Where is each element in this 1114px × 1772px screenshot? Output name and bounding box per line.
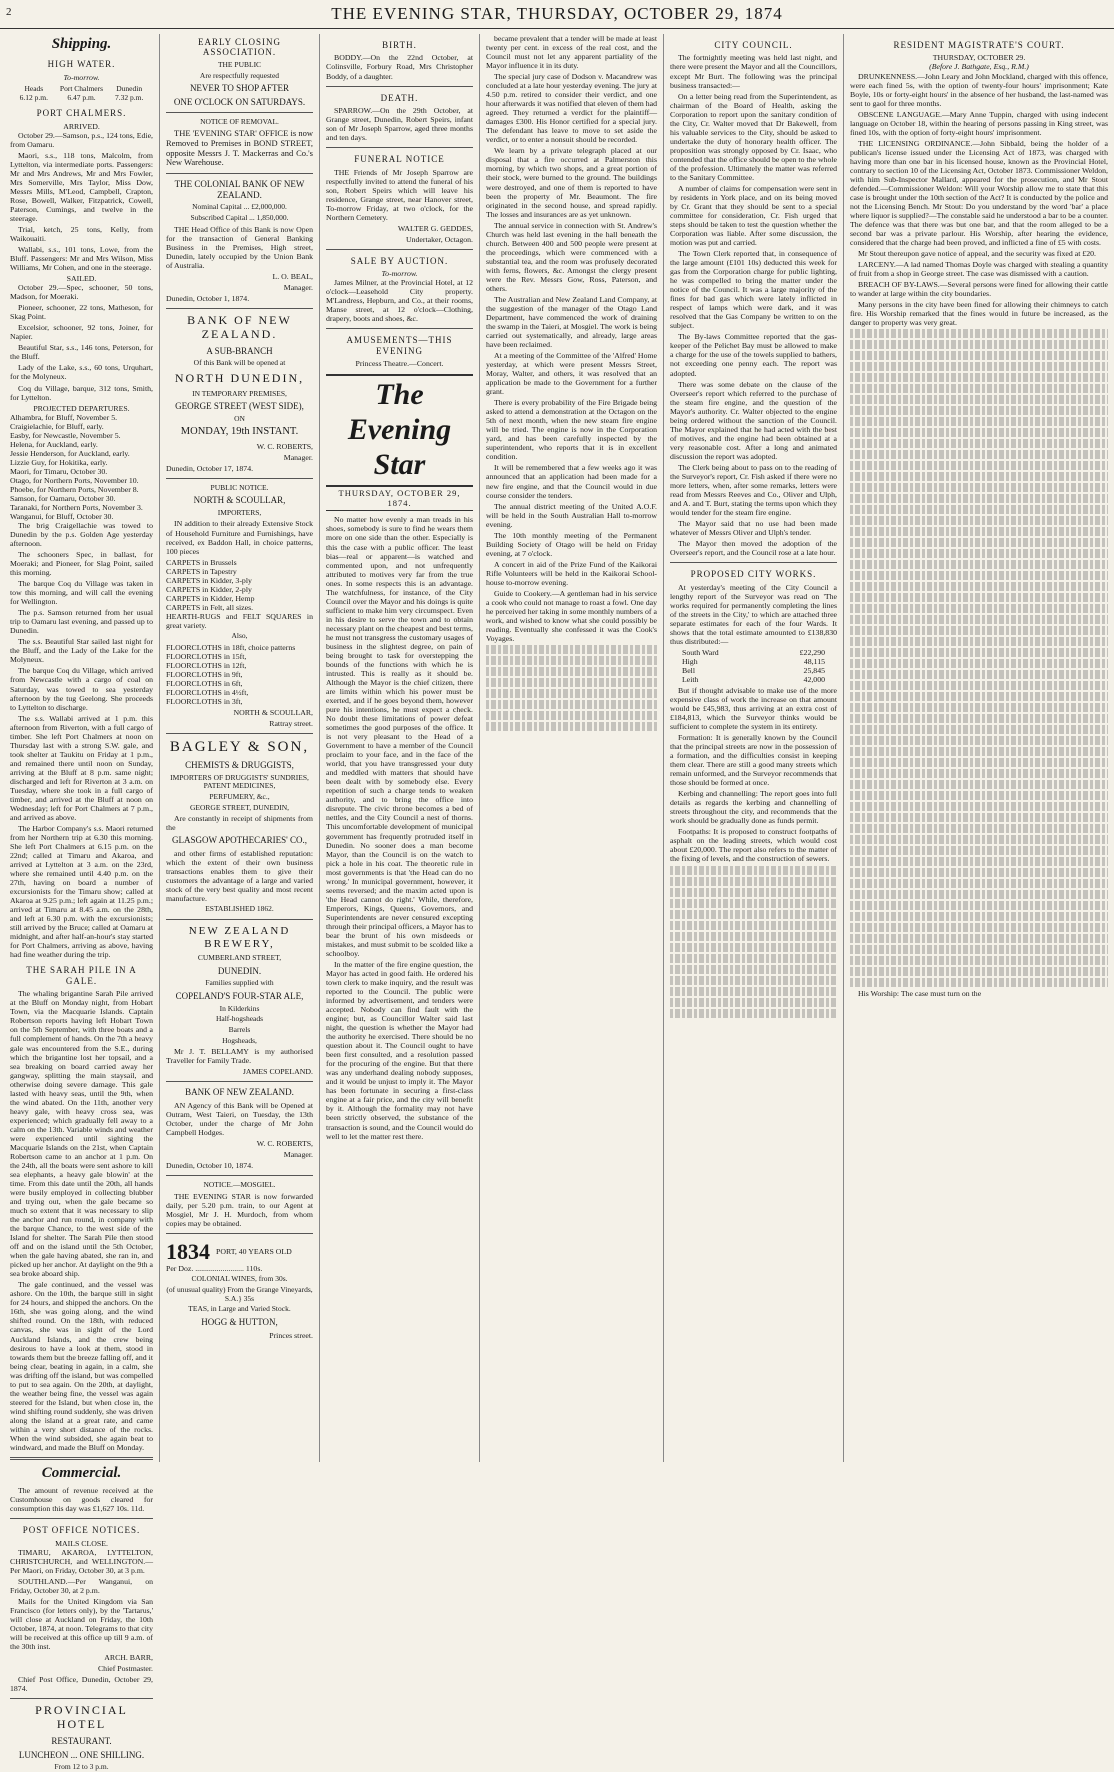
- ward-name: Bell: [682, 665, 695, 675]
- colonial-bank-text: THE Head Office of this Bank is now Open for the transaction of General Banking Business in the Premises, High street, Dunedin, lately occupied by the Union Bank of Australia.: [166, 224, 313, 270]
- colonial-bank-heading: THE COLONIAL BANK OF NEW ZEALAND.: [174, 179, 305, 200]
- divider: [326, 86, 473, 87]
- works-paragraph: Formation: It is generally known by the Council that the principal streets are now in the possession of a formation, and the difficulties consist in keeping them clear. There are still a good many streets which remain unformed, and the Surveyor recommends that those should be formed at once.: [670, 733, 837, 788]
- court-paragraph: DRUNKENNESS.—John Leary and John Mockland, charged with this offence, were each fined 5s, with the option of twenty-four hours' imprisonment; Kate Boyle, 10s or forty-eight hours' in the absence of her husband, the last-named was sent to gaol for three months.: [850, 71, 1108, 108]
- tide-header: Dunedin: [116, 83, 143, 93]
- birth-notice: BODDY.—On the 22nd October, at Colinsville, Forbury Road, Mrs Christopher Boddy, of a daughter.: [326, 53, 473, 81]
- ns-address: Rattray street.: [269, 718, 313, 728]
- port-ad: [166, 1239, 313, 1265]
- carpet-item: CARPETS in Kidder, Hemp: [166, 593, 255, 603]
- departure-item: Helena, for Auckland, early.: [10, 439, 98, 449]
- port-price: Per Doz. ......................... 110s.: [166, 1264, 263, 1274]
- departure-item: Jessie Henderson, for Auckland, early.: [10, 448, 130, 458]
- departure-item: Wanganui, for Bluff, October 30.: [10, 511, 114, 521]
- works-paragraph: At yesterday's meeting of the City Council a lengthy report of the Surveyor was read on 'The works required for permanently completing the lines of the streets in the City,' to which are attached three separate estimates for each of the four Wards. It shows that the total estimate amounted to £138,830 thus distributed:—: [670, 582, 837, 646]
- section-heading-shipping: Shipping.: [51, 36, 112, 52]
- teas: TEAS, in Large and Varied Stock.: [188, 1304, 291, 1314]
- opened-at: Of this Bank will be opened at: [193, 358, 286, 367]
- barrels: Barrels: [228, 1024, 251, 1034]
- bagley-chemists: CHEMISTS & DRUGGISTS,: [185, 760, 294, 771]
- auction-text: James Milner, at the Provincial Hotel, at 12 o'clock—Leasehold City property. M'Landress, Hepburn, and Co., at their rooms, Manse street, at 12 o'clock—Clothing, drapery, boots and shoes, &c.: [326, 278, 473, 324]
- sailed-item: Beautiful Star, s.s., 146 tons, Peterson, for the Bluff.: [10, 343, 153, 362]
- hogg-address: Princes street.: [269, 1330, 313, 1340]
- kilderkins: In Kilderkins: [219, 1003, 260, 1013]
- divider: [670, 562, 837, 563]
- column-editorial: [320, 34, 480, 1462]
- divider: [166, 308, 313, 309]
- ward-row: [682, 675, 825, 684]
- text-filler: [670, 866, 837, 1018]
- heading-mails-close: MAILS CLOSE.: [55, 1538, 108, 1548]
- established: ESTABLISHED 1862.: [205, 904, 274, 914]
- monday-label: MONDAY, 19th INSTANT.: [180, 426, 299, 438]
- council-paragraph: The By-laws Committee reported that the gas-keeper of the Pelichet Bay must be allowed to make a charge for the use of the towels supplied to bathers, not exceeding one penny each. The report was adopted.: [670, 332, 837, 378]
- council-paragraph: The Clerk being about to pass on to the reading of the Surveyor's report, Cr. Fish asked if there were no more letters, when, after some remarks, letters were read from Messrs Reeves and Co., Oliver and Ulph, and A. and T. Burt, stating the terms upon which they would tender for the steam fire engine.: [670, 462, 837, 517]
- shipping-news: The s.s. Wallabi arrived at 1 p.m. this afternoon from Riverton, with a full cargo of timber. She left Port Chalmers at noon on Thursday last with a strong S.W. gale, and took shelter at Taukitu on Friday at 1 p.m., and remained there until noon on Sunday, arriving at the Bluff at 8 p.m. same night; discharged and left for Riverton at 3 a.m. on Tuesday, where she took in a full cargo of timber, and arrived at the Bluff at noon on Wednesday; left for Port Chalmers at 7 p.m., and arrived as above.: [10, 713, 153, 822]
- carpet-item: CARPETS in Felt, all sizes.: [166, 602, 254, 612]
- commercial-text: The amount of revenue received at the Customhouse on goods cleared for consumption this day was £1,627 10s. 11d.: [10, 1486, 153, 1514]
- text-filler: [850, 329, 1108, 987]
- carpet-item: CARPETS in Kidder, 3-ply: [166, 575, 252, 585]
- hogg-hutton: HOGG & HUTTON,: [201, 1317, 278, 1328]
- ward-amount: 25,845: [803, 665, 825, 675]
- council-paragraph: The Town Clerk reported that, in consequence of the large amount (£101 10s) deducted this week for gas from the Corporation charge for public lighting, he was compelled to bring the matter under the notice of the Council. It was a large majority of the fines for bad gas which were lately inflicted in respect of lamps which were dark, and it was resolved that the Gas Company be written to on the subject.: [670, 249, 837, 331]
- cumberland-street: CUMBERLAND STREET,: [197, 953, 282, 963]
- court-paragraph: THE LICENSING ORDINANCE.—John Sibbald, being the holder of a publican's license issued under the Licensing Act of 1873, was charged with having more than one bar in his licensed house, known as the Provincial Hotel, contrary to section 10 of the Licensing Act, October 1873. Commissioner Weldon, with him Sub-Inspector Mallard, appeared for the prosecution, and Mr Stout defended.—Commissioner Weldon: Will your Worship allow me to state that this case is brought under the 10th section of the Act? It is conducted by the police and not the Licensing Bench. Mr Stout: Do you understand by the word 'bar' a place where liquor is supplied?—The constable said he understood a bar to be a counter. The defence was that there was but one bar, and that the room alleged to be a second bar was a private parlour. His Worship, after hearing the evidence, considered that the charge had been proved, and inflicted a fine of £5 with costs.: [850, 138, 1108, 248]
- carpet-item: HEARTH-RUGS and FELT SQUARES in great variety.: [166, 611, 313, 630]
- importers: IMPORTERS,: [217, 507, 262, 517]
- masthead: [0, 4, 1114, 29]
- gale-paragraph: The gale continued, and the vessel was ashore. On the 10th, the barque still in sight for 24 hours, and shipped the anchors. On the 16th, she was going along, and the wind shifted round. On the 18th, with reduced canvas, she was in sight of the Lord Auckland Islands, and the crew being desirous to have a look at them, stood in towards them but the breeze falling off, and it being clear, beating in again, in a calm, she was drifting off the island, but was compelled to put to sea again. On the 20th, at daylight, the weather being fine, the vessel was again steered for the Island, but when close in, the wind shifting round suddenly, she was driven along the island at a great rate, and came within a very short distance of the rocks. When the wind subsided, she again beat to windward, and made the Bluff on Monday.: [10, 1280, 153, 1452]
- port-year: 1834: [166, 1238, 210, 1264]
- ns-text: IN addition to their already Extensive Stock of Household Furniture and Furnishings, have received, ex Baddon Hall, in choice patterns, 100 pieces: [166, 519, 313, 556]
- court-paragraph: BREACH OF BY-LAWS.—Several persons were fined for allowing their cattle to wander at large within the city boundaries.: [850, 280, 1108, 299]
- departure-item: Alhambra, for Bluff, November 5.: [10, 412, 118, 422]
- sailed-item: Coq du Village, barque, 312 tons, Smith, for Lyttelton.: [10, 383, 153, 402]
- arrival-item: Maori, s.s., 118 tons, Malcolm, from Lyttelton, via intermediate ports. Passengers: Mr and Mrs Andrews, Mr and Mrs Fowler, Mrs Somerville, Mrs Taylor, Miss Dow, Messrs Mills, M'Leod, Campbell, Crapton, Rose, Bowell, Walker, Fitzpatrick, Cowell, Paterson, Cumings, and twelve in the steerage.: [10, 150, 153, 223]
- works-paragraph: Footpaths: It is proposed to construct footpaths of asphalt on the leading streets, which would cost about £20,000. The report also refers to the matter of the fixing of levels, and the construction of sewers.: [670, 827, 837, 864]
- post-item: TIMARU, AKAROA, LYTTELTON, CHRISTCHURCH, and WELLINGTON.—Per Maori, on Friday, October 30, at 3 p.m.: [10, 1547, 153, 1575]
- glasgow: GLASGOW APOTHECARIES' CO.,: [172, 835, 307, 846]
- removal-text: THE 'EVENING STAR' OFFICE is now Removed to Premises in BOND STREET, opposite Messrs J. T. Mackerras and Co.'s New Warehouse.: [166, 127, 313, 168]
- shipping-news: The barque Coq du Village, which arrived from Newcastle with a cargo of coal on Saturday, was towed to sea yesterday afternoon by the tug Geelong. She proceeds to Lyttelton to discharge.: [10, 666, 153, 712]
- ward-amount: 42,000: [803, 674, 825, 684]
- bagley-address: GEORGE STREET, DUNEDIN,: [189, 802, 290, 812]
- roberts-name: W. C. ROBERTS,: [256, 441, 313, 451]
- auction-tomorrow: To-morrow.: [381, 269, 418, 279]
- james-copeland: JAMES COPELAND.: [242, 1067, 313, 1077]
- heading-sarah-pile: THE SARAH PILE IN A GALE.: [26, 965, 137, 986]
- council-paragraph: On a letter being read from the Superintendent, as chairman of the Board of Health, asking the Corporation to report upon the sanitary condition of the City, Cr. Walter moved that Dr Bakewell, from his valuable services to the City, should be asked to undertake the duty of honorary health officer. The proposition was strongly opposed by Cr. Isaac, who contended that the office should be open to the whole of the profession. Ultimately the matter was referred to the Sanitary Committee.: [670, 91, 837, 182]
- bnz-date: Dunedin, October 17, 1874.: [166, 463, 254, 473]
- luncheon-label: LUNCHEON ... ONE SHILLING.: [18, 1749, 145, 1760]
- paper-title: The Evening Star: [326, 374, 473, 486]
- departure-item: Samson, for Oamaru, October 30.: [10, 493, 116, 503]
- divider: [166, 733, 313, 734]
- news-paragraph: The 10th monthly meeting of the Permanent Building Society of Otago will be held on Friday evening, at 7 o'clock.: [486, 530, 657, 558]
- floorcloth-item: FLOORCLOTHS in 9ft,: [166, 669, 243, 679]
- tide-time: 6.47 p.m.: [67, 92, 96, 102]
- ward-name: Leith: [682, 674, 699, 684]
- heading-proposed-works: PROPOSED CITY WORKS.: [690, 569, 817, 580]
- departure-item: Otago, for Northern Ports, November 10.: [10, 475, 139, 485]
- shipping-news: The p.s. Samson returned from her usual trip to Oamaru last evening, and passed up to Dunedin.: [10, 608, 153, 636]
- court-paragraph: OBSCENE LANGUAGE.—Mary Anne Tuppin, charged with using indecent language on October 18, within the hearing of persons passing in King street, was fined 10s, with the option of forty-eight hours' imprisonment.: [850, 109, 1108, 137]
- ward-amount: 48,115: [803, 656, 825, 666]
- court-paragraph: His Worship: The case must turn on the: [858, 989, 982, 999]
- column-shipping: [4, 34, 160, 1772]
- editorial-paragraph: In the matter of the fire engine question, the Mayor has acted in good faith. He ordered his town clerk to make inquiry, and the result was reported to the Council. The public were informed by advertisement, and tenders were accepted. Nobody can find fault with the engine; but, as Councillor Walter said last night, the question is whether the Mayor had the authority he exercised. There should be no question about it. The Council ought to have been first consulted, and a resolution passed for the procuring of the engine. But that there was any underhand dealing nobody supposes, and it would be unjust to imply it. The Mayor has been fortunate in securing a first-class engine at a fair price, and the city will benefit by it. Although the formality may not have been strictly observed, the substance of the transaction is sound, and the Council would do well to let the matter rest there.: [326, 959, 473, 1141]
- tomorrow-label: To-morrow.: [63, 72, 100, 82]
- departure-item: Phoebe, for Northern Ports, November 8.: [10, 484, 139, 494]
- divider: [326, 328, 473, 329]
- temp-premises: IN TEMPORARY PREMISES,: [192, 388, 287, 398]
- court-before: (Before J. Bathgate, Esq., R.M.): [929, 62, 1029, 72]
- shipping-news: The barque Coq du Village was taken in tow this morning, and will call the evening for Wellington.: [10, 579, 153, 607]
- news-paragraph: There is every probability of the Fire Brigade being asked to attend a demonstration at the Octagon on the 5th of next month, when the new steam fire engine will be tried. The engine is now in the Corporation yard, and has been carefully inspected by the superintendent, who reports that it is in excellent condition.: [486, 398, 657, 462]
- heading-post-office: POST OFFICE NOTICES.: [22, 1525, 141, 1536]
- mosgiel-heading: NOTICE.—MOSGIEL.: [203, 1180, 276, 1190]
- floorcloth-item: FLOORCLOTHS in 3ft,: [166, 696, 243, 706]
- tide-time: 6.12 p.m.: [19, 92, 48, 102]
- court-paragraph: Mr Stout thereupon gave notice of appeal, and the security was fixed at £20.: [858, 249, 1096, 259]
- bagley-heading: BAGLEY & SON,: [169, 738, 310, 755]
- roberts2-title: Manager.: [283, 1149, 313, 1159]
- hogsheads: Hogsheads,: [222, 1035, 257, 1045]
- bnz-heading: BANK OF NEW ZEALAND.: [187, 312, 292, 341]
- heading-arrived: ARRIVED.: [63, 121, 100, 131]
- page-number: 2: [6, 6, 13, 18]
- news-paragraph: It will be remembered that a few weeks ago it was announced that an application had been made for a new fire engine, and that the Council would in due course consider the tenders.: [486, 463, 657, 500]
- bagley-text: Are constantly in receipt of shipments from the: [166, 814, 313, 833]
- sailed-item: Lady of the Lake, s.s., 60 tons, Urquhart, for the Molyneux.: [10, 363, 153, 382]
- heading-funeral: FUNERAL NOTICE: [354, 154, 445, 165]
- departure-item: Craigielachie, for Bluff, early.: [10, 421, 104, 431]
- tide-table: [10, 85, 153, 102]
- colonial-bank-date: Dunedin, October 1, 1874.: [166, 293, 250, 303]
- tide-time: 7.32 p.m.: [114, 92, 144, 102]
- divider: [326, 249, 473, 250]
- column-magistrates-court: [844, 34, 1114, 1462]
- masthead-title: THE EVENING STAR, THURSDAY, OCTOBER 29, 1874: [331, 4, 783, 23]
- port-text: PORT, 40 YEARS OLD: [216, 1247, 292, 1257]
- divider: [166, 919, 313, 920]
- shipping-news: The schooners Spec, in ballast, for Moeraki; and Pioneer, for Slag Point, sailed this morning.: [10, 550, 153, 578]
- sailed-item: Excelsior, schooner, 92 tons, Joiner, for Napier.: [10, 323, 153, 342]
- agency-text: AN Agency of this Bank will be Opened at Outram, West Taieri, on Tuesday, the 13th October, under the charge of Mr John Campbell Hodges.: [166, 1100, 313, 1137]
- sailed-item: Pioneer, schooner, 22 tons, Matheson, for Skag Point.: [10, 303, 153, 322]
- early-requested: Are respectfully requested: [199, 70, 280, 80]
- news-paragraph: At a meeting of the Committee of the 'Alfred' Home yesterday, at which were present Messrs Street, Moray, Walter, and others, it was resolved that an application be made to the Government for a further grant.: [486, 351, 657, 397]
- copeland-ale: COPELAND'S FOUR-STAR ALE,: [175, 991, 304, 1002]
- arrival-item: Wallabi, s.s., 101 tons, Lowe, from the Bluff. Passengers: Mr and Mrs Wilson, Miss Williams, Mr Cohen, and one in the steerage.: [10, 245, 153, 273]
- divider: [166, 1081, 313, 1082]
- council-paragraph: The Mayor said that no use had been made whatever of Messrs Oliver and Ulph's tender.: [670, 519, 837, 538]
- news-paragraph: became prevalent that a tender will be made at least twenty per cent. in excess of the real cost, and the Council must not let any apparent partiality of the Mayor influence it in its duty.: [486, 34, 657, 71]
- departure-item: Maori, for Timaru, October 30.: [10, 466, 108, 476]
- beal-title: Manager.: [283, 282, 313, 292]
- floorcloth-item: FLOORCLOTHS in 18ft, choice patterns: [166, 642, 296, 652]
- heading-sailed: SAILED.: [66, 274, 97, 284]
- news-paragraph: We learn by a private telegraph placed at our disposal that a fire occurred at Palmerston this morning, by which two shops, and a great portion of their stock, were burned to the ground. The buildings were destroyed, and one of them is reported to have been the property of Mr. Beaumont. The fire originated in the second house, and spread rapidly. The losses and insurances are as yet unknown.: [486, 146, 657, 219]
- brewery-dunedin: DUNEDIN.: [217, 965, 262, 976]
- heading-death: DEATH.: [380, 92, 419, 103]
- floorcloth-item: FLOORCLOTHS in 6ft,: [166, 678, 243, 688]
- news-paragraph: The annual service in connection with St. Andrew's Church was held last evening in the hall beneath the church. Between 400 and 500 people were present at the proceedings, which were commenced with a substantial tea, and the room was profusely decorated with ferns, flowers, &c. Amongst the clergy present were the Rev. Messrs Gow, Ross, Paterson, and others.: [486, 220, 657, 293]
- arrival-item: October 29.—Samson, p.s., 124 tons, Edie, from Oamaru.: [10, 130, 153, 149]
- ward-row: [682, 666, 825, 675]
- bagley-text2: and other firms of established reputation: which the extent of their own business transactions enables them to give their customers the advantage of a large and varied stock of the very best quality and most recent manufacture.: [166, 848, 313, 904]
- departure-item: Easby, for Newcastle, November 5.: [10, 430, 121, 440]
- death-notice: SPARROW.—On the 29th October, at Grange street, Dunedin, Robert Speirs, infant son of Mr Joseph Sparrow, aged three months and ten days.: [326, 105, 473, 143]
- tide-header: Port Chalmers: [59, 83, 104, 93]
- george-street: GEORGE STREET (WEST SIDE),: [175, 401, 304, 412]
- subscribed-capital: Subscribed Capital ... 1,850,000.: [190, 212, 289, 222]
- heading-city-council: CITY COUNCIL.: [714, 40, 793, 50]
- council-paragraph: There was some debate on the clause of the Overseer's report which referred to the purchase of the steam fire engine, and the question of the Mayor's authority. Cr. Walter objected to the engine being ordered without the sanction of the Council. The Mayor explained that he had acted with the best of motives, and the engine had been obtained at a very reasonable cost. After a long and animated discussion the report was adopted.: [670, 379, 837, 461]
- early-public: THE PUBLIC: [217, 59, 262, 69]
- bnz2-heading: BANK OF NEW ZEALAND.: [185, 1087, 294, 1098]
- heading-port-chalmers: PORT CHALMERS.: [36, 108, 127, 119]
- heading-projected: PROJECTED DEPARTURES.: [33, 403, 130, 413]
- on-label: ON: [234, 413, 245, 423]
- north-dunedin: NORTH DUNEDIN,: [174, 370, 305, 385]
- divider: [166, 478, 313, 479]
- departure-item: Lizzie Guy, for Hokitika, early.: [10, 457, 108, 467]
- half-hogsheads: Half-hogsheads: [215, 1014, 264, 1024]
- news-paragraph: The Australian and New Zealand Land Company, at the suggestion of the manager of the Otago Land Department, have commenced the work of draining the swamp in the Taieri, at Mosgiel. The work is being carried out systematically, and already, large areas have been reclaimed.: [486, 294, 657, 350]
- sub-branch: A SUB-BRANCH: [206, 345, 273, 356]
- post-date: Chief Post Office, Dunedin, October 29, 1874.: [10, 1675, 153, 1694]
- undertaker-address: Undertaker, Octagon.: [405, 234, 473, 244]
- court-paragraph: Many persons in the city have been fined for allowing their chimneys to catch fire. His Worship remarked that the fines would in future be increased, as the danger to property was very great.: [850, 300, 1108, 328]
- carpet-item: CARPETS in Brussels: [166, 557, 237, 567]
- column-local-news: [480, 34, 664, 1462]
- council-paragraph: The Mayor then moved the adoption of the Overseer's report, and the Council rose at a late hour.: [670, 539, 837, 558]
- floorcloth-item: FLOORCLOTHS in 4½ft,: [166, 687, 249, 697]
- funeral-notice: THE Friends of Mr Joseph Sparrow are respectfully invited to attend the funeral of his son, Robert Speirs which will leave his residence, Grange street, near Hanover street, To-morrow Friday, at two o'clock, for the Northern Cemetery.: [326, 167, 473, 222]
- mosgiel-text: THE EVENING STAR is now forwarded daily, per 5.20 p.m. train, to our Agent at Mosgiel, Mr J. H. Murdoch, from whom copies may be obtained.: [166, 1191, 313, 1228]
- bellamy-text: Mr J. T. BELLAMY is my authorised Traveller for Family Trade.: [166, 1047, 313, 1066]
- undertaker-name: WALTER G. GEDDES,: [397, 223, 473, 233]
- shipping-news: The Harbor Company's s.s. Maori returned from her Northern trip at 6.30 this morning. She left Port Chalmers at 6.15 p.m. on the 22nd; called at Timaru and Akaroa, and arrived at Lyttelton at 3 a.m. on the 23rd, where she remained until 4.40 p.m. on the 27th, having on board a number of excursionists for the Timaru show; called at Akaroa at 9.25 p.m.; left again at 11.25 p.m.; arrived at Timaru at 8.45 a.m. on the 28th, and left at 6.30 p.m. with the excursionists; still arrived by the Bruce; called at Oamaru at midnight, and after half-an-hour's stay started for Port Chalmers, arriving as above, having had fine weather during the trip.: [10, 823, 153, 960]
- bagley-importers: IMPORTERS OF DRUGGISTS' SUNDRIES, PATENT MEDICINES,: [170, 772, 309, 791]
- editorial-paragraph: No matter how evenly a man treads in his shoes, somebody is sure to find he wears them more on one side than the other. Especially is this the case with a public officer. The least bias—real or apparent—is watched and commented upon, and not unfrequently attributed to motives very far from the true ones. In some respects this is an advantage. The watchfulness, for instance, of the City Council over the Mayor and his doings is quite sufficient to make him very circumspect. Even in his desire to serve the town and to obtain necessary plant on the cheapest and best terms, he must not transgress the customary usages of business in the slightest degree, on pain of being brought to task for overstepping the bounds of the functions with which he is intrusted. This is really as it should be. Although the Mayor is the chief citizen, there are limits within which his power must be exerted, and if he goes beyond them, however pure his intentions, he must expect a check. No doubt these limitations of power defeat sometimes the good purposes of the office. It is not very pleasant to the Head of a Government to have a member of the Council proclaim to your face, and in the face of the world, that you have transgressed your duty and meddled with matters that should have been dealt with by somebody else. Every repetition of such a charge tends to weaken authority, and to bring the office into disrepute. The civic throne becomes a bed of nettles, and the City Council a nest of thorns. This uncomfortable development of municipal government has frequently protruded itself in Dunedin. No sooner does a man become Mayor, than the Council is on the watch to pick a hole in his coat. The theoretic rule in most governments is that 'the Head can do no wrong.' In municipal government, however, it seems reversed; and the maxim acted upon is 'the Head cannot do right.' While, therefore, Emperors, Kings, Queens, Governors, and Superintendents are never censured excepting through their principal officers, a Mayor has to bear the brunt of his own misdeeds or mistakes, and must submit to be scolded like a schoolboy.: [326, 515, 473, 958]
- news-paragraph: The special jury case of Dodson v. Macandrew was concluded at a late hour yesterday evening. The jury at 4.50 p.m. retired to consider their verdict, and one hour afterwards it was notified that eleven of them had agreed. They returned a verdict for the plaintiff—damages £300. His Honor certified for a special jury. The defendant has leave to move to set aside the verdict, or to enter a nonsuit should be recorded.: [486, 72, 657, 145]
- early-one: ONE O'CLOCK ON SATURDAYS.: [173, 96, 306, 107]
- heading-amusements: AMUSEMENTS—THIS EVENING: [346, 335, 453, 356]
- luncheon-hours: From 12 to 3 p.m.: [54, 1762, 109, 1772]
- ward-name: South Ward: [682, 647, 719, 657]
- divider: [10, 1518, 153, 1519]
- departure-item: Taranaki, for Northern Ports, November 3.: [10, 502, 143, 512]
- gale-paragraph: The whaling brigantine Sarah Pile arrived at the Bluff on Monday night, from Hobart Town, via the Macquarie Islands. Captain Robertson reports having left Hobart Town on the 5th September, with three boats and a full complement of hands. On the 7th a heavy gale was encountered from the S.E., during which the brigantine lost her topsail, and a sea breaking on board carried away her gangway, splitting the main staysail, and otherwise doing severe damage. This gale lasted with heavy seas, until the 9th, when the wind abated. On the 11th, another very heavy gale, with heavy cross sea, was experienced; which gradually fell away to a calm on the 13th. Variable winds and weather were experienced until sighting the Macquarie Islands on the 21st, when Captain Robertson came to an anchor at 1 p.m. On the 24th, all the boats were sent ashore to kill sea elephants, a heavy gale blowin' at the time. From this date until the 20th, all hands were busily employed in collecting blubber and trying out, when the gale became so much so extent that it was necessary to slip the anchor and run round, in company with the barque Chance, to the west side of the Island for shelter. The Sarah Pile then stood off and on the island until the 5th October, when the gale having abated, she ran in, and picked up her anchor. At daylight on the 9th a sea broke aboard ship.: [10, 989, 153, 1279]
- colonial-wines: COLONIAL WINES, from 30s.: [191, 1274, 288, 1284]
- column-city-council: [664, 34, 844, 1462]
- news-paragraph: The annual district meeting of the United A.O.F. will be held in the South Australian Hall to-morrow evening.: [486, 501, 657, 529]
- works-paragraph: Kerbing and channelling: The report goes into full details as regards the kerbing and channelling of streets throughout the city, and recommends that the work should be gradually done as funds permit.: [670, 789, 837, 826]
- tide-header: Heads: [24, 83, 44, 93]
- postmaster-name: ARCH. BARR,: [104, 1653, 153, 1663]
- hotel-name: PROVINCIAL HOTEL: [35, 1703, 128, 1732]
- roberts-title: Manager.: [283, 452, 313, 462]
- court-date: THURSDAY, OCTOBER 29.: [932, 53, 1026, 63]
- carpet-item: CARPETS in Tapestry: [166, 566, 237, 576]
- divider: [326, 147, 473, 148]
- ns-signature: NORTH & SCOULLAR,: [233, 707, 313, 717]
- divider: [10, 1457, 153, 1460]
- ward-table: [682, 648, 825, 684]
- paper-date: THURSDAY, OCTOBER 29, 1874.: [326, 489, 473, 512]
- ward-row: [682, 648, 825, 657]
- heading-auction: SALE BY AUCTION.: [350, 255, 449, 266]
- agency-date: Dunedin, October 10, 1874.: [166, 1161, 254, 1170]
- north-scoullar: NORTH & SCOULLAR,: [193, 495, 286, 506]
- divider: [10, 1698, 153, 1699]
- early-never: NEVER TO SHOP AFTER: [189, 83, 290, 94]
- roberts2-name: W. C. ROBERTS,: [256, 1138, 313, 1148]
- section-heading-commercial: Commercial.: [41, 1464, 122, 1481]
- sailed-item: October 29.—Spec, schooner, 50 tons, Madson, for Moeraki.: [10, 283, 153, 302]
- amusement-item: Princess Theatre.—Concert.: [355, 359, 444, 369]
- court-paragraph: LARCENY.—A lad named Thomas Doyle was charged with stealing a quantity of fruit from a shop in George street. The case was dismissed with a caution.: [850, 260, 1108, 279]
- floorcloth-item: FLOORCLOTHS in 15ft,: [166, 651, 247, 661]
- works-paragraph: But if thought advisable to make use of the more expensive class of work the increase on that amount would be £45,983, thus arriving at an extra cost of £184,813, which the Surveyor thinks would be sufficient to complete the system in its entirety.: [670, 685, 837, 732]
- postmaster-title: Chief Postmaster.: [97, 1664, 153, 1674]
- divider: [166, 112, 313, 113]
- shipping-news: The s.s. Beautiful Star sailed last night for the Bluff, and the Lady of the Lake for the Molyneux.: [10, 637, 153, 665]
- carpet-item: CARPETS in Kidder, 2-ply: [166, 584, 252, 594]
- news-paragraph: Guide to Cookery.—A gentleman had in his service a cook who could not manage to roast a fowl. One day he perceived her taking in some monthly numbers of a work, and wished to know what she could possibly be reading. Eventually she confessed it was the Cook's Voyages.: [486, 588, 657, 643]
- heading-high-water: HIGH WATER.: [47, 59, 116, 70]
- news-paragraph: A concert in aid of the Prize Fund of the Kaikorai Rifle Volunteers will be held in the Kaikorai School-house to-morrow evening.: [486, 559, 657, 587]
- early-closing-heading: EARLY CLOSING ASSOCIATION.: [197, 37, 281, 58]
- public-notice: PUBLIC NOTICE.: [210, 482, 269, 492]
- post-item: Mails for the United Kingdom via San Francisco (for letters only), by the 'Tartarus,' will close at Auckland on Friday, the 10th October, 1874, at noon. Telegrams to that city will be received at this office up till 9 a.m. of the 30th inst.: [10, 1597, 153, 1652]
- nz-brewery-heading: NEW ZEALAND BREWERY,: [188, 924, 291, 950]
- ward-amount: £22,290: [799, 647, 825, 657]
- floorcloth-item: FLOORCLOTHS in 12ft,: [166, 660, 247, 670]
- heading-birth: BIRTH.: [382, 40, 417, 50]
- restaurant-label: RESTAURANT.: [51, 1736, 112, 1747]
- council-paragraph: The fortnightly meeting was held last night, and there were present the Mayor and all the Councillors, except Mr Burt. The following was the principal business transacted:—: [670, 53, 837, 90]
- bagley-perfumery: PERFUMERY, &c.,: [209, 792, 270, 802]
- heading-resident-magistrate: RESIDENT MAGISTRATE'S COURT.: [893, 40, 1065, 50]
- removal-heading: NOTICE OF REMOVAL.: [200, 117, 279, 127]
- post-item: SOUTHLAND.—Per Wanganui, on Friday, October 30, at 2 p.m.: [10, 1576, 153, 1595]
- text-filler: [486, 645, 657, 731]
- grange-wines: (of unusual quality) From the Grange Vineyards, S.A.} 35s: [166, 1285, 313, 1303]
- ward-row: [682, 657, 825, 666]
- divider: [166, 1175, 313, 1176]
- divider: [166, 1233, 313, 1234]
- beal-name: L. O. BEAL,: [272, 271, 313, 281]
- families: Families supplied with: [205, 978, 274, 988]
- shipping-news: The brig Craigellachie was towed to Dunedin by the p.s. Golden Age yesterday afternoon.: [10, 520, 153, 549]
- also-label: Also,: [231, 630, 248, 640]
- council-paragraph: A number of claims for compensation were sent in by residents in York place, and on its being moved by Cr. Grant that they should be sent to a special committee for consideration, Cr. Fish urged that steps should be taken to test the question whether the Corporation was liable. After some discussion, the motion was put and carried.: [670, 183, 837, 248]
- nominal-capital: Nominal Capital ... £2,000,000.: [192, 202, 287, 212]
- column-advertisements: [160, 34, 320, 1462]
- arrival-item: Trial, ketch, 25 tons, Kelly, from Waikouaiti.: [10, 225, 153, 244]
- divider: [166, 173, 313, 174]
- ward-name: High: [682, 656, 698, 666]
